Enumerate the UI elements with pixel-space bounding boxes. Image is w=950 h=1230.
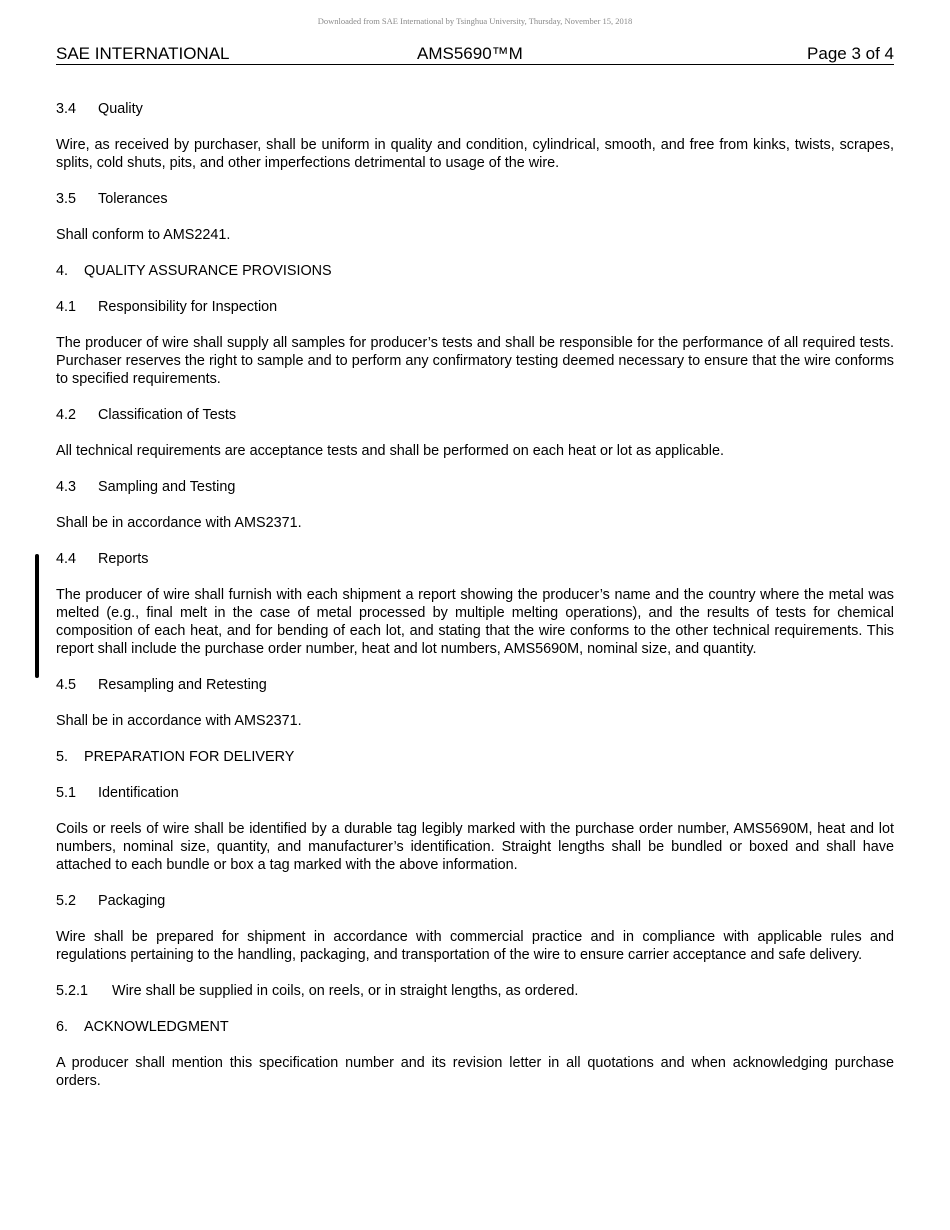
section-number: 5. [56, 749, 69, 765]
section-number: 4.3 [56, 479, 77, 495]
header-page-number: Page 3 of 4 [807, 44, 894, 63]
header-document-number: AMS5690™M [417, 44, 523, 63]
section-title: Resampling and Retesting [98, 677, 267, 693]
section-title: Classification of Tests [98, 407, 237, 423]
section-title: Sampling and Testing [98, 479, 236, 495]
section-heading-4-4 [56, 550, 894, 568]
section-title: Reports [98, 551, 149, 567]
section-title: Responsibility for Inspection [98, 299, 278, 315]
section-text-4-4: The producer of wire shall furnish with each shipment a report showing the producer’s name and the country where the metal was melted (e.g., final melt in the case of metal processed by multiple melting operations), and the results of tests for chemical composition of each heat, and for bending of each lot, and stating that the wire conforms to the other technical requirements. This report shall include the purchase order number, heat and lot numbers, AMS5690M, nominal size, and quantity. [56, 587, 894, 657]
section-text-3-5: Shall conform to AMS2241. [56, 227, 231, 243]
section-number: 6. [56, 1019, 69, 1035]
section-text-4-2: All technical requirements are acceptance tests and shall be performed on each heat or lot as applicable. [56, 443, 724, 459]
section-number: 5.1 [56, 785, 77, 801]
section-text-6: A producer shall mention this specification number and its revision letter in all quotations and when acknowledging purchase orders. [56, 1055, 894, 1089]
section-number: 4.5 [56, 677, 77, 693]
section-number: 4.2 [56, 407, 77, 423]
section-heading-4-2 [56, 406, 894, 424]
document-body [56, 100, 894, 1108]
download-watermark: Downloaded from SAE International by Tsinghua University, Thursday, November 15, 2018 [317, 16, 633, 26]
section-title: Identification [98, 785, 179, 801]
section-heading-4-5 [56, 676, 894, 694]
section-text-4-3: Shall be in accordance with AMS2371. [56, 515, 302, 531]
section-title: Wire shall be supplied in coils, on reels, or in straight lengths, as ordered. [112, 983, 579, 999]
section-number: 5.2 [56, 893, 77, 909]
page-header [56, 44, 894, 65]
section-heading-3-5 [56, 190, 894, 208]
section-heading-5-2 [56, 892, 894, 910]
section-heading-4-1 [56, 298, 894, 316]
section-text-4-1: The producer of wire shall supply all samples for producer’s tests and shall be responsible for the performance of all required tests. Purchaser reserves the right to sample and to perform any confirmatory testing deemed necessary to ensure that the wire conforms to specified requirements. [56, 335, 894, 387]
section-heading-5-1 [56, 784, 894, 802]
section-text-3-4: Wire, as received by purchaser, shall be uniform in quality and condition, cylindrical, smooth, and free from kinks, twists, scrapes, splits, cold shuts, pits, and other imperfections detrimental to usage of the wire. [56, 137, 894, 171]
section-title: Packaging [98, 893, 166, 909]
section-heading-5 [56, 748, 894, 766]
revision-change-bar [35, 554, 39, 678]
section-title: Tolerances [98, 191, 168, 207]
section-number: 4.4 [56, 551, 77, 567]
section-number: 3.4 [56, 101, 77, 117]
section-title: Quality [98, 101, 143, 117]
section-title: PREPARATION FOR DELIVERY [84, 749, 295, 765]
section-text-5-2: Wire shall be prepared for shipment in accordance with commercial practice and in compliance with applicable rules and regulations pertaining to the handling, packaging, and transportation of the wire to ensure carrier acceptance and safe delivery. [56, 929, 894, 963]
section-title: ACKNOWLEDGMENT [84, 1019, 229, 1035]
section-number: 4.1 [56, 299, 77, 315]
section-heading-5-2-1 [56, 982, 894, 1000]
section-title: QUALITY ASSURANCE PROVISIONS [84, 263, 332, 279]
section-number: 3.5 [56, 191, 77, 207]
section-text-4-5: Shall be in accordance with AMS2371. [56, 713, 302, 729]
section-heading-3-4 [56, 100, 894, 118]
section-heading-6 [56, 1018, 894, 1036]
header-organization: SAE INTERNATIONAL [56, 44, 230, 63]
section-number: 4. [56, 263, 69, 279]
section-heading-4 [56, 262, 894, 280]
section-text-5-1: Coils or reels of wire shall be identified by a durable tag legibly marked with the purchase order number, AMS5690M, heat and lot numbers, nominal size, quantity, and manufacturer’s identification. Straight lengths shall be bundled or boxed and shall have attached to each bundle or box a tag marked with the above information. [56, 821, 894, 873]
section-heading-4-3 [56, 478, 894, 496]
section-number: 5.2.1 [56, 983, 89, 999]
